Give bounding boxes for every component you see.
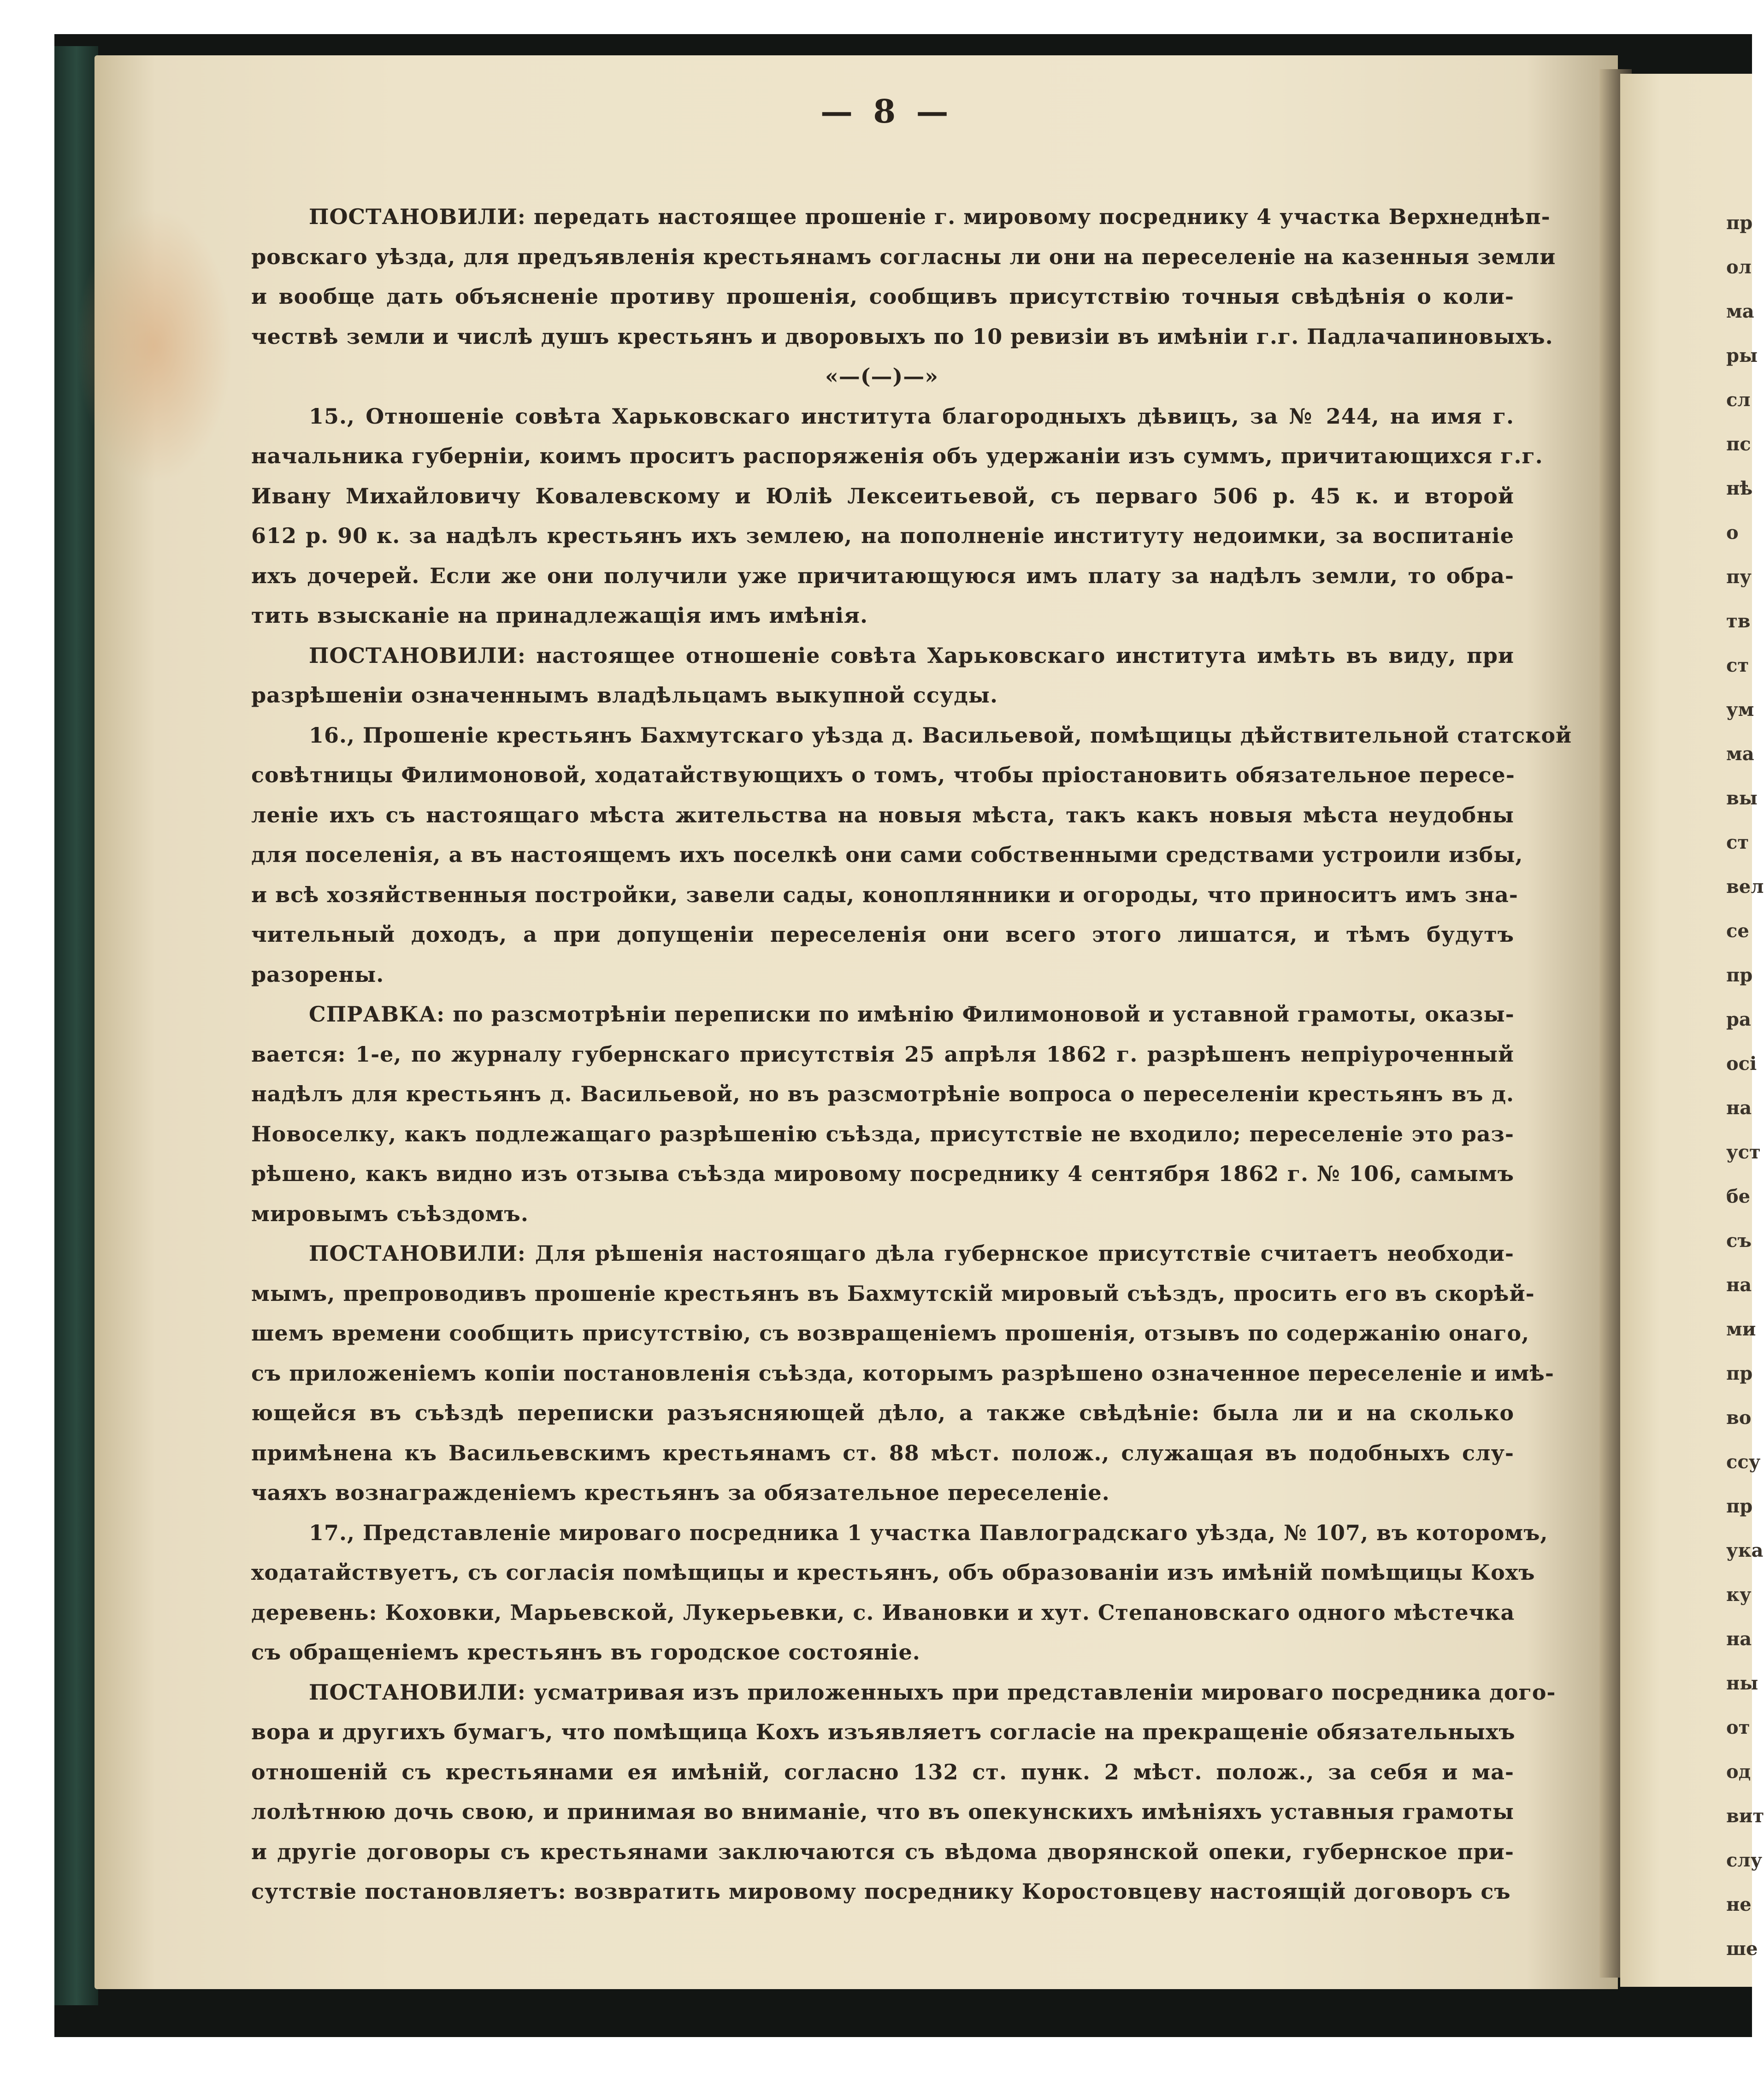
right-page-fragment: на: [1726, 1628, 1752, 1650]
text-line: рѣшено, какъ видно изъ отзыва съѣзда мировому посреднику 4 сентября 1862 г. № 106, самымъ: [251, 1161, 1514, 1186]
text-line: мировымъ съѣздомъ.: [251, 1201, 529, 1226]
text-line: примѣнена къ Васильевскимъ крестьянамъ ст. 88 мѣст. полож., служащая въ подобныхъ слу-: [251, 1440, 1514, 1465]
text-line: мымъ, препроводивъ прошеніе крестьянъ въ Бахмутскій мировый съѣздъ, просить его въ скорѣй-: [251, 1281, 1535, 1306]
right-page-fragment: ука: [1726, 1540, 1764, 1561]
text-line: и всѣ хозяйственныя постройки, завели сады, коноплянники и огороды, что приноситъ имъ зна-: [251, 882, 1518, 907]
right-page-fragment: вел: [1726, 876, 1764, 898]
right-page-fragment: пр: [1726, 212, 1753, 234]
text-line: вора и другихъ бумагъ, что помѣщица Кохъ изъявляетъ согласіе на прекращеніе обязательныхъ: [251, 1719, 1516, 1744]
text-line: ихъ дочерей. Если же они получили уже причитающуюся имъ плату за надѣлъ земли, то обра-: [251, 563, 1514, 588]
right-page-fragment: на: [1726, 1274, 1752, 1296]
right-page-fragment: на: [1726, 1097, 1752, 1119]
right-page-fragment: пс: [1726, 433, 1751, 455]
right-page-fragment: од: [1726, 1761, 1751, 1783]
right-page-fragment: шe: [1726, 1938, 1758, 1960]
text-line: съ обращеніемъ крестьянъ въ городское состояніе.: [251, 1640, 920, 1665]
text-line: тить взысканіе на принадлежащія имъ имѣнія.: [251, 603, 868, 628]
text-line: разрѣшеніи означеннымъ владѣльцамъ выкупной ссуды.: [251, 683, 998, 708]
right-page-fragment: нѣ: [1726, 478, 1753, 499]
paper-stain: [76, 207, 233, 484]
right-page-fragment: пр: [1726, 964, 1753, 986]
text-line: ходатайствуетъ, съ согласія помѣщицы и крестьянъ, объ образованіи изъ имѣній помѣщицы Кохъ: [251, 1560, 1535, 1585]
text-line: ровскаго уѣзда, для предъявленія крестьянамъ согласны ли они на переселеніе на казенныя земли: [251, 244, 1556, 269]
right-page-fragment: слу: [1726, 1849, 1763, 1871]
right-page-fragment: сл: [1726, 389, 1751, 411]
text-line: для поселенія, а въ настоящемъ ихъ поселкѣ они сами собственными средствами устроили избы,: [251, 842, 1523, 867]
text-line: леніе ихъ съ настоящаго мѣста жительства на новыя мѣста, такъ какъ новыя мѣста неудобны: [251, 802, 1514, 827]
text-line: 17., Представленіе мироваго посредника 1 участка Павлоградскаго уѣзда, № 107, въ которомъ,: [309, 1520, 1548, 1545]
text-line: ПОСТАНОВИЛИ: Для рѣшенія настоящаго дѣла губернское присутствіе считаетъ необходи-: [309, 1241, 1514, 1266]
text-line: шемъ времени сообщить присутствію, съ возвращеніемъ прошенія, отзывъ по содержанію онаго,: [251, 1321, 1530, 1346]
text-line: сутствіе постановляетъ: возвратить мировому посреднику Коростовцеву настоящій договоръ съ: [251, 1879, 1511, 1904]
text-line: совѣтницы Филимоновой, ходатайствующихъ о томъ, чтобы пріостановить обязательное пересе-: [251, 762, 1515, 787]
right-page-fragment: тв: [1726, 610, 1751, 632]
text-line: чествѣ земли и числѣ душъ крестьянъ и дворовыхъ по 10 ревизіи въ имѣніи г.г. Падлачапиновыхъ.: [251, 324, 1553, 349]
right-page-edge: [1620, 74, 1764, 1987]
right-page-fragment: осі: [1726, 1053, 1757, 1075]
text-line: лолѣтнюю дочь свою, и принимая во вниманіе, что въ опекунскихъ имѣніяхъ уставныя грамоты: [251, 1799, 1514, 1824]
text-line: 612 р. 90 к. за надѣлъ крестьянъ ихъ землею, на пополненіе институту недоимки, за воспитаніе: [251, 523, 1514, 548]
right-page-fragment: ку: [1726, 1584, 1752, 1606]
right-page-fragment: пр: [1726, 1363, 1753, 1384]
text-line: начальника губерніи, коимъ проситъ распоряженія объ удержаніи изъ суммъ, причитающихся г.г.: [251, 443, 1543, 468]
right-page-fragment: ол: [1726, 256, 1752, 278]
right-page-fragment: ст: [1726, 655, 1749, 676]
text-line: ющейся въ съѣздѣ переписки разъясняющей дѣло, а также свѣдѣніе: была ли и на сколько: [251, 1400, 1514, 1425]
page-number: — 8 —: [820, 92, 953, 130]
right-page-fragment: се: [1726, 920, 1749, 942]
text-line: «—(—)—»: [825, 364, 939, 389]
right-page-fragment: ма: [1726, 301, 1754, 322]
right-page-fragment: съ: [1726, 1230, 1752, 1252]
right-page-fragment: ры: [1726, 345, 1758, 366]
text-line: и другіе договоры съ крестьянами заключаются съ вѣдома дворянской опеки, губернское при-: [251, 1839, 1514, 1864]
text-line: вается: 1-е, по журналу губернскаго присутствія 25 апрѣля 1862 г. разрѣшенъ непріуроченный: [251, 1041, 1514, 1067]
right-page-fragment: уст: [1726, 1141, 1761, 1163]
text-line: Новоселку, какъ подлежащаго разрѣшенію съѣзда, присутствіе не входило; переселеніе это раз-: [251, 1121, 1514, 1146]
right-page-fragment: от: [1726, 1717, 1750, 1738]
right-page-fragment: ми: [1726, 1318, 1756, 1340]
text-line: съ приложеніемъ копіи постановленія съѣзда, которымъ разрѣшено означенное переселеніе и имѣ-: [251, 1360, 1554, 1386]
right-page-fragment: ум: [1726, 699, 1754, 721]
text-line: ПОСТАНОВИЛИ: передать настоящее прошеніе г. мировому посреднику 4 участка Верхнеднѣп-: [309, 204, 1551, 229]
right-page-fragment: во: [1726, 1407, 1752, 1429]
right-page-fragment: пу: [1726, 566, 1752, 588]
text-line: 15., Отношеніе совѣта Харьковскаго института благородныхъ дѣвицъ, за № 244, на имя г.: [309, 403, 1514, 429]
right-page-fragment: ма: [1726, 743, 1754, 765]
text-line: 16., Прошеніе крестьянъ Бахмутскаго уѣзда д. Васильевой, помѣщицы дѣйствительной статской: [309, 722, 1572, 748]
right-page-fragment: вы: [1726, 787, 1758, 809]
right-page-fragment: о: [1726, 522, 1739, 543]
right-page-fragment: вит: [1726, 1805, 1764, 1827]
text-line: СПРАВКА: по разсмотрѣніи переписки по имѣнію Филимоновой и уставной грамоты, оказы-: [309, 1002, 1515, 1027]
text-line: надѣлъ для крестьянъ д. Васильевой, но въ разсмотрѣніе вопроса о переселеніи крестьянъ въ д.: [251, 1081, 1514, 1106]
text-line: Ивану Михайловичу Ковалевскому и Юліѣ Лексеитьевой, съ перваго 506 р. 45 к. и второй: [251, 483, 1514, 508]
right-page-fragment: ра: [1726, 1009, 1751, 1030]
right-page-fragment: пр: [1726, 1495, 1753, 1517]
text-line: чительный доходъ, а при допущеніи переселенія они всего этого лишатся, и тѣмъ будутъ: [251, 922, 1514, 947]
right-page-fragment: не: [1726, 1894, 1752, 1915]
text-line: разорены.: [251, 962, 384, 987]
right-page-fragment: ст: [1726, 832, 1749, 853]
right-page-fragment: ны: [1726, 1672, 1758, 1694]
text-line: деревень: Коховки, Марьевской, Лукерьевки, с. Ивановки и хут. Степановскаго одного мѣстечка: [251, 1600, 1515, 1625]
text-line: чаяхъ вознагражденіемъ крестьянъ за обязательное переселеніе.: [251, 1480, 1110, 1505]
text-line: ПОСТАНОВИЛИ: усматривая изъ приложенныхъ при представленіи мироваго посредника дого-: [309, 1679, 1556, 1705]
text-line: и вообще дать объясненіе противу прошенія, сообщивъ присутствію точныя свѣдѣнія о коли-: [251, 284, 1514, 309]
right-page-fragment: бе: [1726, 1186, 1751, 1207]
right-page-fragment: ссу: [1726, 1451, 1761, 1473]
text-line: отношеній съ крестьянами ея имѣній, согласно 132 ст. пунк. 2 мѣст. полож., за себя и ма-: [251, 1759, 1514, 1784]
text-line: ПОСТАНОВИЛИ: настоящее отношеніе совѣта Харьковскаго института имѣть въ виду, при: [309, 643, 1514, 668]
